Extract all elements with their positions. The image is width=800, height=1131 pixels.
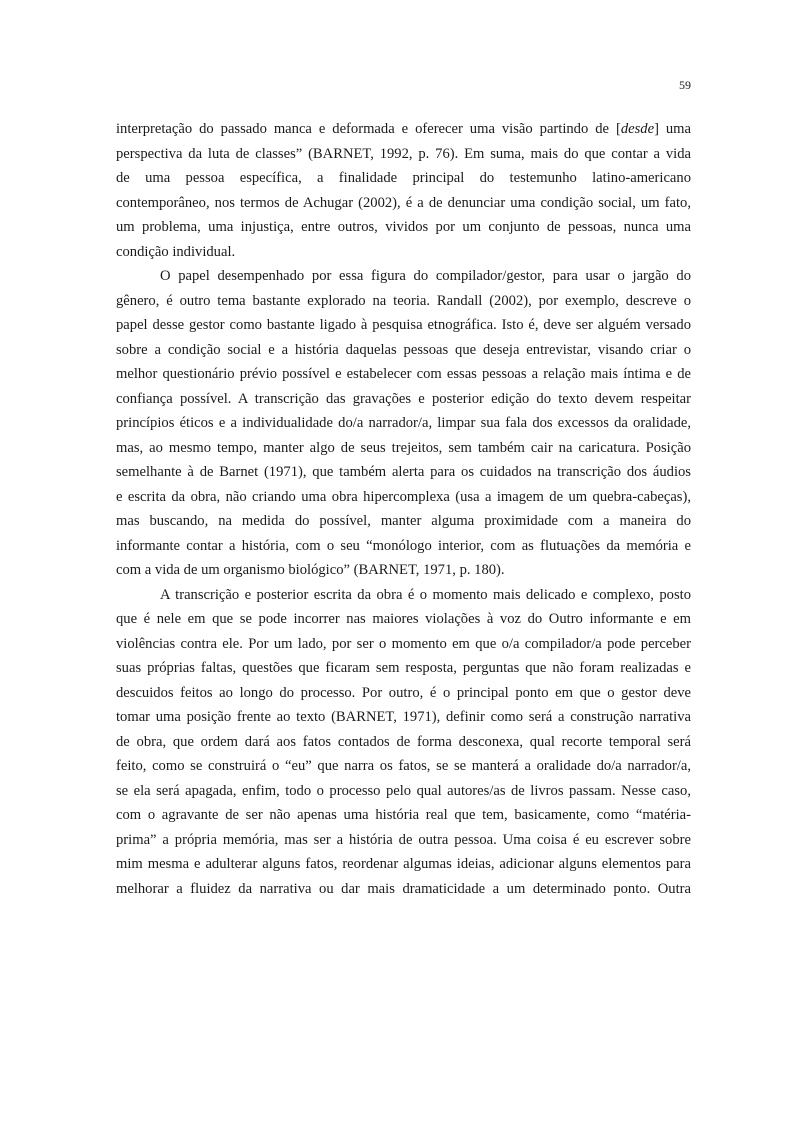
italic-term: desde bbox=[620, 121, 655, 137]
text-line bbox=[116, 387, 691, 412]
text-line bbox=[116, 215, 691, 240]
paragraph bbox=[116, 264, 691, 583]
text-run: com o agravante de ser não apenas uma história real que tem, basicamente, como “matéria- bbox=[116, 807, 691, 823]
text-line bbox=[116, 730, 691, 755]
text-line bbox=[116, 191, 691, 216]
text-run: mas, ao mesmo tempo, manter algo de seus trejeitos, sem também cair na caricatura. Posição bbox=[116, 439, 691, 456]
text-line bbox=[116, 681, 691, 706]
text-run: violências contra ele. Por um lado, por ser o momento em que o/a compilador/a pode perceber bbox=[116, 635, 691, 652]
text-run: A transcrição e posterior escrita da obra é o momento mais delicado e complexo, posto bbox=[160, 586, 691, 603]
text-line bbox=[116, 313, 691, 338]
text-line bbox=[116, 338, 691, 363]
text-line bbox=[116, 828, 691, 853]
text-run: prima” a própria memória, mas ser a história de outra pessoa. Uma coisa é eu escrever sobre bbox=[116, 831, 691, 848]
text-line bbox=[116, 289, 691, 314]
text-line bbox=[116, 656, 691, 681]
text-line bbox=[116, 534, 691, 559]
text-run: confiança possível. A transcrição das gravações e posterior edição do texto devem respeitar bbox=[116, 390, 691, 407]
text-run: perspectiva da luta de classes” (BARNET, 1992, p. 76). Em suma, mais do que contar a vida bbox=[116, 145, 691, 162]
text-run: condição individual. bbox=[116, 243, 236, 260]
body-text bbox=[116, 117, 691, 901]
text-run: suas próprias faltas, questões que ficaram sem resposta, perguntas que não foram realizadas e bbox=[116, 660, 691, 676]
paragraph bbox=[116, 583, 691, 902]
text-run: sobre a condição social e a história daquelas pessoas que deseja entrevistar, visando criar o bbox=[116, 341, 691, 358]
text-line bbox=[116, 632, 691, 657]
text-line bbox=[116, 240, 691, 265]
text-run: e escrita da obra, não criando uma obra hipercomplexa (usa a imagem de um quebra-cabeças), bbox=[116, 488, 691, 505]
text-line bbox=[116, 411, 691, 436]
text-line bbox=[116, 779, 691, 804]
text-run: um problema, uma injustiça, entre outros, vividos por um conjunto de pessoas, nunca uma bbox=[116, 219, 691, 235]
text-line bbox=[116, 803, 691, 828]
text-run: mas buscando, na medida do possível, manter alguma proximidade com a maneira do bbox=[116, 513, 691, 529]
text-run: contemporâneo, nos termos de Achugar (2002), é a de denunciar uma condição social, um fato, bbox=[116, 194, 691, 211]
text-line bbox=[116, 264, 691, 289]
text-run: de obra, que ordem dará aos fatos contados de forma desconexa, qual recorte temporal será bbox=[116, 733, 691, 750]
text-line bbox=[116, 558, 691, 583]
text-run: que é nele em que se pode incorrer nas maiores violações à voz do Outro informante e em bbox=[116, 611, 691, 627]
text-run: papel desse gestor como bastante ligado à pesquisa etnográfica. Isto é, deve ser alguém versado bbox=[116, 317, 691, 333]
text-run: semelhante à de Barnet (1971), que também alerta para os cuidados na transcrição dos áudios bbox=[116, 464, 691, 480]
text-line bbox=[116, 485, 691, 510]
text-run: O papel desempenhado por essa figura do compilador/gestor, para usar o jargão do bbox=[160, 268, 691, 284]
text-run: princípios éticos e a individualidade do/a narrador/a, limpar sua fala dos excessos da oralidade, bbox=[116, 415, 691, 431]
text-line bbox=[116, 754, 691, 779]
text-run: gênero, é outro tema bastante explorado na teoria. Randall (2002), por exemplo, descreve o bbox=[116, 292, 691, 309]
page-number: 59 bbox=[679, 78, 691, 92]
text-run: feito, como se construirá o “eu” que narra os fatos, se se manterá a oralidade do/a narrador/a, bbox=[116, 758, 691, 774]
text-line bbox=[116, 607, 691, 632]
text-run: descuidos feitos ao longo do processo. Por outro, é o principal ponto em que o gestor deve bbox=[116, 684, 691, 701]
text-run: tomar uma posição frente ao texto (BARNET, 1971), definir como será a construção narrativa bbox=[116, 709, 691, 725]
text-line bbox=[116, 117, 691, 142]
text-line bbox=[116, 362, 691, 387]
text-line bbox=[116, 583, 691, 608]
text-line bbox=[116, 142, 691, 167]
text-line bbox=[116, 460, 691, 485]
text-run: melhorar a fluidez da narrativa ou dar mais dramaticidade a um determinado ponto. Outra bbox=[116, 880, 691, 897]
text-run: com a vida de um organismo biológico” (BARNET, 1971, p. 180). bbox=[116, 562, 505, 578]
text-run: melhor questionário prévio possível e estabelecer com essas pessoas a relação mais íntima e de bbox=[116, 366, 691, 382]
text-line bbox=[116, 166, 691, 191]
text-run: interpretação do passado manca e deformada e oferecer uma visão partindo de [ bbox=[116, 121, 621, 137]
text-line bbox=[116, 852, 691, 877]
text-run: se ela será apagada, enfim, todo o processo pelo qual autores/as de livros passam. Nesse caso, bbox=[116, 782, 691, 799]
text-run: informante contar a história, com o seu “monólogo interior, com as flutuações da memória e bbox=[116, 537, 691, 554]
text-run: ] uma bbox=[654, 121, 692, 137]
text-line bbox=[116, 705, 691, 730]
text-line bbox=[116, 436, 691, 461]
text-line bbox=[116, 509, 691, 534]
paragraph bbox=[116, 117, 691, 264]
text-run: de uma pessoa específica, a finalidade principal do testemunho latino-americano bbox=[116, 170, 691, 186]
text-run: mim mesma e adulterar alguns fatos, reordenar algumas ideias, adicionar alguns elementos para bbox=[116, 856, 691, 872]
text-line bbox=[116, 877, 691, 902]
